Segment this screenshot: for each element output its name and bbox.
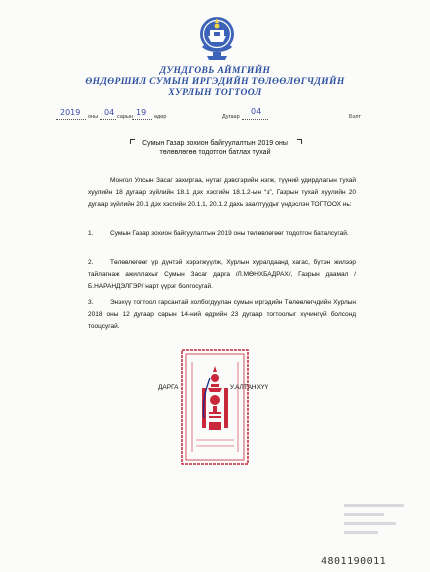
header-line-aimag: ДУНДГОВЬ АЙМГИЙН <box>159 66 271 76</box>
item-number: 1. <box>88 230 94 237</box>
date-year: 2019 <box>60 108 81 117</box>
header-line-resolution: ХУРЛЫН ТОГТООЛ <box>168 88 262 98</box>
list-item-3 <box>88 297 356 334</box>
signatory-title: ДАРГА <box>158 384 179 391</box>
date-day: 19 <box>136 108 147 117</box>
bleed-through-mark <box>344 513 384 516</box>
bleed-through-mark <box>344 522 396 525</box>
date-month: 04 <box>104 108 115 117</box>
item-number: 3. <box>88 299 94 306</box>
state-emblem-icon <box>197 10 237 66</box>
list-item-1 <box>88 228 356 240</box>
intro-paragraph: Монгол Улсын Засаг захиргаа, нутаг дэвсгэрийн нэгж, түүний удирдлагын тухай хуулийн 18 дугаар зүйлийн 18.1 дэх хэсгийн 18.1.2-ын “з”, Газрын тухай хуулийн 20 дугаар зүйлийн 20.1 дэх хэсгийн 20.1.1, 20.1.2 дахь заалтуудыг үндэслэн ТОГТООХ нь: <box>88 177 356 209</box>
number-label: Дугаар <box>222 114 240 120</box>
official-stamp-icon <box>180 348 250 466</box>
resolution-title-line2: төлөвлөгөө тодотгон батлах тухай <box>159 149 271 156</box>
item-text: Төлөвлөгөөг үр дүнтэй хэрэгжүүлж, Хурлын хуралдаанд хагас, бүтэн жилээр тайлагнаж ажиллахыг Сумын Засаг дарга /Л.МӨНХБАДРАХ/, Газрын даамал /Б.НАРАНДЭЛГЭР/ нарт үүрэг болгосугай. <box>88 259 356 291</box>
serial-number: 4801190011 <box>321 556 387 567</box>
item-text: Сумын Газар зохион байгуулалтын 2019 оны төлөвлөгөөг тодотгон баталсугай. <box>110 230 349 237</box>
header-line-soum: ӨНДӨРШИЛ СУМЫН ИРГЭДИЙН ТӨЛӨӨЛӨГЧДИЙН <box>85 77 345 87</box>
signatory-name: У.АЛТАНХҮҮ <box>230 384 269 391</box>
date-year-suffix: оны <box>88 114 99 120</box>
resolution-title-line1: Сумын Газар зохион байгуулалтын 2019 оны <box>142 140 288 147</box>
item-text: Энэхүү тогтоол гарсантай холбогдуулан сумын иргэдийн Төлөөлөгчдийн Хурлын 2018 оны 12 дугаар сарын 14-ний өдрийн 23 дугаар тогтоолыг хүчингүй болсонд тооцсугай. <box>88 299 356 331</box>
item-number: 2. <box>88 259 94 266</box>
place-name: Бэлт <box>349 114 362 120</box>
date-day-suffix: өдөр <box>154 114 167 120</box>
date-month-suffix: сарын <box>117 114 133 120</box>
bleed-through-mark <box>344 531 378 534</box>
list-item-2 <box>88 257 356 294</box>
bleed-through-mark <box>344 504 404 507</box>
document-number: 04 <box>251 107 262 116</box>
